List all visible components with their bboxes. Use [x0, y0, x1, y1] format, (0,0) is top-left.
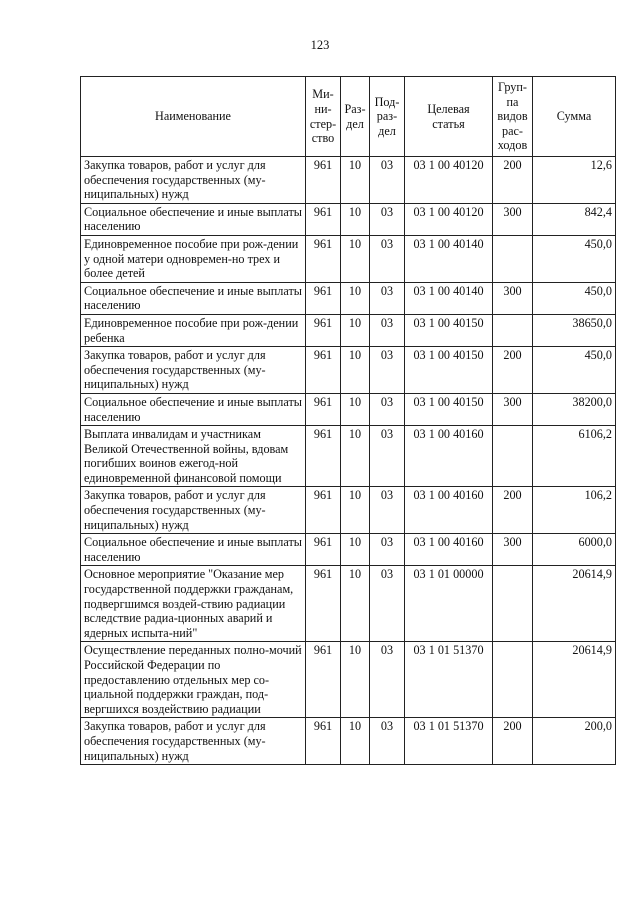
cell-target: 03 1 00 40160 — [405, 487, 493, 534]
table-row — [81, 534, 616, 566]
cell-ministry: 961 — [306, 203, 341, 235]
cell-sum: 38200,0 — [533, 393, 616, 425]
cell-section: 10 — [341, 393, 370, 425]
cell-section: 10 — [341, 718, 370, 765]
header-line: раз- — [376, 109, 398, 124]
header-line: ходов — [497, 138, 528, 153]
cell-subsection: 03 — [370, 393, 405, 425]
cell-section: 10 — [341, 426, 370, 487]
cell-ministry: 961 — [306, 157, 341, 204]
cell-group — [493, 426, 533, 487]
cell-sum: 450,0 — [533, 347, 616, 394]
cell-ministry: 961 — [306, 642, 341, 718]
cell-group — [493, 235, 533, 282]
cell-group: 300 — [493, 393, 533, 425]
table-row — [81, 426, 616, 487]
cell-sum: 106,2 — [533, 487, 616, 534]
cell-ministry: 961 — [306, 314, 341, 346]
cell-section: 10 — [341, 314, 370, 346]
cell-section: 10 — [341, 347, 370, 394]
cell-subsection: 03 — [370, 235, 405, 282]
table-row — [81, 642, 616, 718]
cell-name: Закупка товаров, работ и услуг для обеспечения государственных (му-ниципальных) нужд — [81, 157, 306, 204]
cell-target: 03 1 01 00000 — [405, 566, 493, 642]
cell-sum: 200,0 — [533, 718, 616, 765]
header-subsection — [370, 77, 405, 157]
cell-name: Социальное обеспечение и иные выплаты населению — [81, 393, 306, 425]
header-sum — [533, 77, 616, 157]
cell-ministry: 961 — [306, 282, 341, 314]
header-line: видов — [497, 109, 528, 124]
cell-sum: 20614,9 — [533, 566, 616, 642]
cell-subsection: 03 — [370, 282, 405, 314]
cell-subsection: 03 — [370, 314, 405, 346]
table-row — [81, 235, 616, 282]
table-row — [81, 718, 616, 765]
table-header-row — [81, 77, 616, 157]
cell-ministry: 961 — [306, 566, 341, 642]
cell-sum: 842,4 — [533, 203, 616, 235]
cell-section: 10 — [341, 282, 370, 314]
cell-ministry: 961 — [306, 487, 341, 534]
cell-subsection: 03 — [370, 487, 405, 534]
header-line: па — [506, 94, 519, 109]
cell-subsection: 03 — [370, 157, 405, 204]
cell-subsection: 03 — [370, 347, 405, 394]
header-line: ство — [311, 131, 335, 146]
cell-ministry: 961 — [306, 347, 341, 394]
header-line: Целевая — [427, 101, 470, 116]
cell-section: 10 — [341, 566, 370, 642]
cell-name: Осуществление переданных полно-мочий Российской Федерации по предоставлению отдельных мер со-циальной поддержки граждан, под-вергшихся воздействию радиации — [81, 642, 306, 718]
cell-ministry: 961 — [306, 235, 341, 282]
cell-name: Социальное обеспечение и иные выплаты населению — [81, 203, 306, 235]
table-row — [81, 393, 616, 425]
cell-name: Закупка товаров, работ и услуг для обеспечения государственных (му-ниципальных) нужд — [81, 347, 306, 394]
cell-group — [493, 566, 533, 642]
cell-subsection: 03 — [370, 534, 405, 566]
cell-group — [493, 642, 533, 718]
header-line: статья — [432, 116, 465, 131]
cell-target: 03 1 00 40150 — [405, 347, 493, 394]
cell-section: 10 — [341, 235, 370, 282]
cell-section: 10 — [341, 157, 370, 204]
table-row — [81, 282, 616, 314]
cell-group — [493, 314, 533, 346]
cell-target: 03 1 00 40120 — [405, 203, 493, 235]
table-row — [81, 157, 616, 204]
cell-subsection: 03 — [370, 426, 405, 487]
cell-target: 03 1 00 40140 — [405, 235, 493, 282]
header-line: дел — [346, 116, 364, 131]
cell-section: 10 — [341, 534, 370, 566]
cell-name: Закупка товаров, работ и услуг для обеспечения государственных (му-ниципальных) нужд — [81, 718, 306, 765]
header-line: Раз- — [344, 101, 366, 116]
cell-sum: 6106,2 — [533, 426, 616, 487]
header-section — [341, 77, 370, 157]
cell-subsection: 03 — [370, 203, 405, 235]
header-line: дел — [378, 123, 396, 138]
cell-sum: 6000,0 — [533, 534, 616, 566]
header-ministry — [306, 77, 341, 157]
cell-group: 300 — [493, 282, 533, 314]
cell-group: 200 — [493, 718, 533, 765]
cell-group: 200 — [493, 487, 533, 534]
header-line: Наименование — [155, 109, 231, 124]
cell-section: 10 — [341, 203, 370, 235]
table-row — [81, 314, 616, 346]
cell-ministry: 961 — [306, 718, 341, 765]
header-line: Под- — [374, 94, 400, 109]
cell-target: 03 1 01 51370 — [405, 642, 493, 718]
cell-group: 300 — [493, 534, 533, 566]
cell-ministry: 961 — [306, 534, 341, 566]
cell-sum: 38650,0 — [533, 314, 616, 346]
cell-group: 300 — [493, 203, 533, 235]
cell-name: Выплата инвалидам и участникам Великой Отечественной войны, вдовам погибших воинов ежегод-ной единовременной финансовой помощи — [81, 426, 306, 487]
cell-group: 200 — [493, 157, 533, 204]
table-body — [81, 157, 616, 765]
cell-name: Социальное обеспечение и иные выплаты населению — [81, 282, 306, 314]
cell-name: Единовременное пособие при рож-дении у одной матери одновремен-но трех и более детей — [81, 235, 306, 282]
cell-sum: 12,6 — [533, 157, 616, 204]
budget-table — [80, 76, 616, 765]
header-line: ни- — [314, 101, 332, 116]
table-row — [81, 566, 616, 642]
cell-target: 03 1 00 40160 — [405, 426, 493, 487]
cell-target: 03 1 00 40150 — [405, 393, 493, 425]
table-row — [81, 347, 616, 394]
cell-target: 03 1 00 40150 — [405, 314, 493, 346]
cell-subsection: 03 — [370, 642, 405, 718]
cell-name: Закупка товаров, работ и услуг для обеспечения государственных (му-ниципальных) нужд — [81, 487, 306, 534]
header-line: рас- — [502, 123, 523, 138]
cell-sum: 450,0 — [533, 235, 616, 282]
cell-name: Основное мероприятие "Оказание мер государственной поддержки гражданам, подвергшимся воздей-ствию радиации вследствие радиа-ционных аварий и ядерных испыта-ний" — [81, 566, 306, 642]
header-target — [405, 77, 493, 157]
table-row — [81, 203, 616, 235]
cell-sum: 20614,9 — [533, 642, 616, 718]
table-row — [81, 487, 616, 534]
header-line: Сумма — [556, 109, 592, 124]
cell-name: Единовременное пособие при рож-дении ребенка — [81, 314, 306, 346]
cell-target: 03 1 00 40160 — [405, 534, 493, 566]
header-line: стер- — [309, 116, 337, 131]
cell-section: 10 — [341, 487, 370, 534]
cell-target: 03 1 00 40140 — [405, 282, 493, 314]
cell-target: 03 1 00 40120 — [405, 157, 493, 204]
header-line: Груп- — [498, 80, 527, 95]
cell-name: Социальное обеспечение и иные выплаты населению — [81, 534, 306, 566]
cell-ministry: 961 — [306, 393, 341, 425]
cell-target: 03 1 01 51370 — [405, 718, 493, 765]
cell-group: 200 — [493, 347, 533, 394]
cell-subsection: 03 — [370, 718, 405, 765]
cell-sum: 450,0 — [533, 282, 616, 314]
cell-subsection: 03 — [370, 566, 405, 642]
cell-ministry: 961 — [306, 426, 341, 487]
cell-section: 10 — [341, 642, 370, 718]
header-group — [493, 77, 533, 157]
page-number: 123 — [310, 38, 330, 52]
header-line: Ми- — [312, 87, 334, 102]
header-name — [81, 77, 306, 157]
